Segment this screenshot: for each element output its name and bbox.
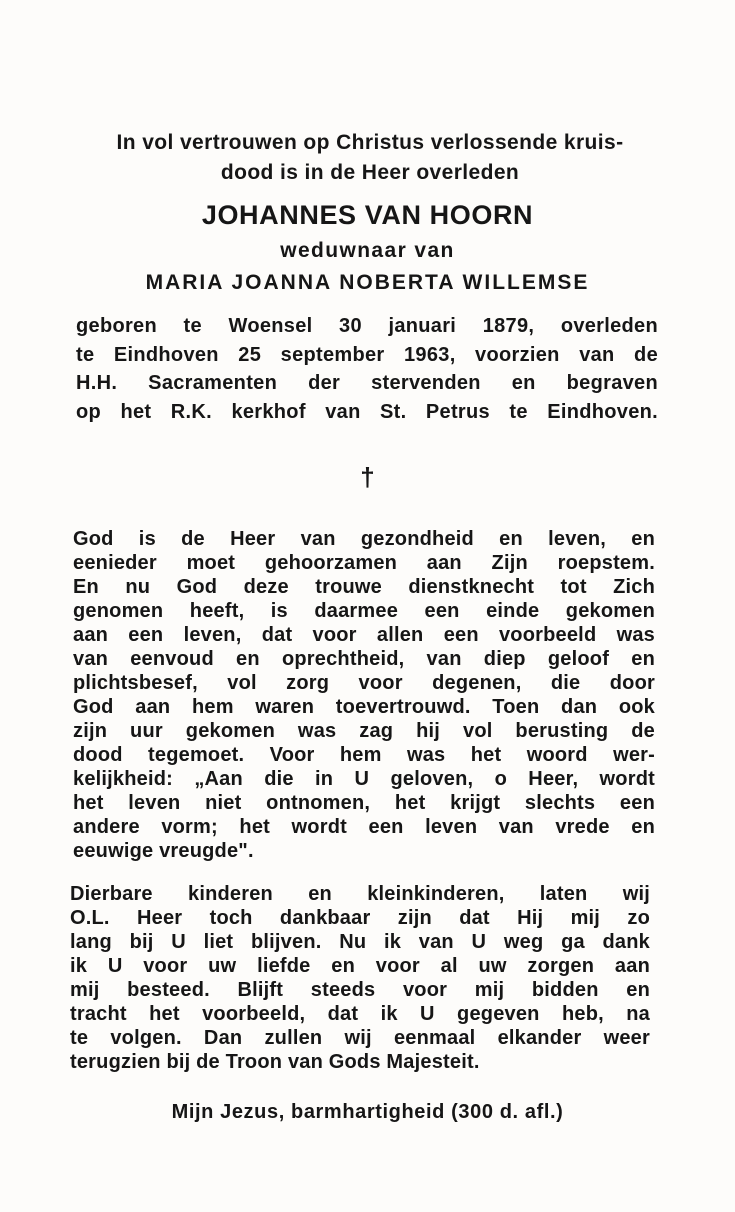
intro-line-2: dood is in de Heer overleden [220,161,520,184]
paragraph-line: kelijkheid: „Aan die in U geloven, o Heer, wordt [73,768,655,790]
paragraph-line: dood tegemoet. Voor hem was het woord wer- [73,744,655,766]
paragraph-line: van eenvoud en oprechtheid, van diep geloof en [73,648,655,670]
paragraph-line: eenieder moet gehoorzamen aan Zijn roepstem. [73,552,655,574]
bio-line: te Eindhoven 25 september 1963, voorzien van de [76,343,658,366]
paragraph-line: plichtsbesef, vol zorg voor degenen, die door [73,672,655,694]
widower-label: weduwnaar van [280,239,455,262]
prayer-line: Mijn Jezus, barmhartigheid (300 d. afl.) [171,1101,564,1123]
paragraph-line: te volgen. Dan zullen wij eenmaal elkander weer [70,1027,650,1049]
paragraph-line: God aan hem waren toevertrouwd. Toen dan ook [73,696,655,718]
paragraph-line: En nu God deze trouwe dienstknecht tot Zich [73,576,655,598]
spouse-name: MARIA JOANNA NOBERTA WILLEMSE [145,271,590,294]
deceased-name: JOHANNES VAN HOORN [201,200,534,230]
paragraph-line: zijn uur gekomen was zag hij vol berusting de [73,720,655,742]
paragraph-line: mij besteed. Blijft steeds voor mij bidden en [70,979,650,1001]
biography [76,312,658,426]
cross-icon: † [360,462,375,492]
bio-line: op het R.K. kerkhof van St. Petrus te Eindhoven. [76,400,658,423]
paragraph-line: genomen heeft, is daarmee een einde gekomen [73,600,655,622]
paragraph-line: andere vorm; het wordt een leven van vrede en [73,816,655,838]
paragraph-tribute [73,527,655,863]
paragraph-line: terugzien bij de Troon van Gods Majesteit. [70,1051,480,1073]
paragraph-line: ik U voor uw liefde en voor al uw zorgen aan [70,955,650,977]
bio-line: geboren te Woensel 30 januari 1879, overleden [76,315,658,337]
intro-text [70,128,670,188]
paragraph-line: lang bij U liet blijven. Nu ik van U weg ga dank [70,931,650,953]
paragraph-line: God is de Heer van gezondheid en leven, en [73,528,655,550]
paragraph-farewell [70,882,650,1074]
paragraph-line: eeuwige vreugde". [73,840,254,862]
paragraph-line: aan een leven, dat voor allen een voorbeeld was [73,624,655,646]
paragraph-line: het leven niet ontnomen, het krijgt slechts een [73,792,655,814]
paragraph-line: Dierbare kinderen en kleinkinderen, laten wij [70,883,650,905]
paragraph-line: tracht het voorbeeld, dat ik U gegeven heb, na [70,1003,650,1025]
bio-line: H.H. Sacramenten der stervenden en begraven [76,372,658,394]
intro-line-1: In vol vertrouwen op Christus verlossende kruis- [116,131,624,154]
paragraph-line: O.L. Heer toch dankbaar zijn dat Hij mij zo [70,907,650,929]
